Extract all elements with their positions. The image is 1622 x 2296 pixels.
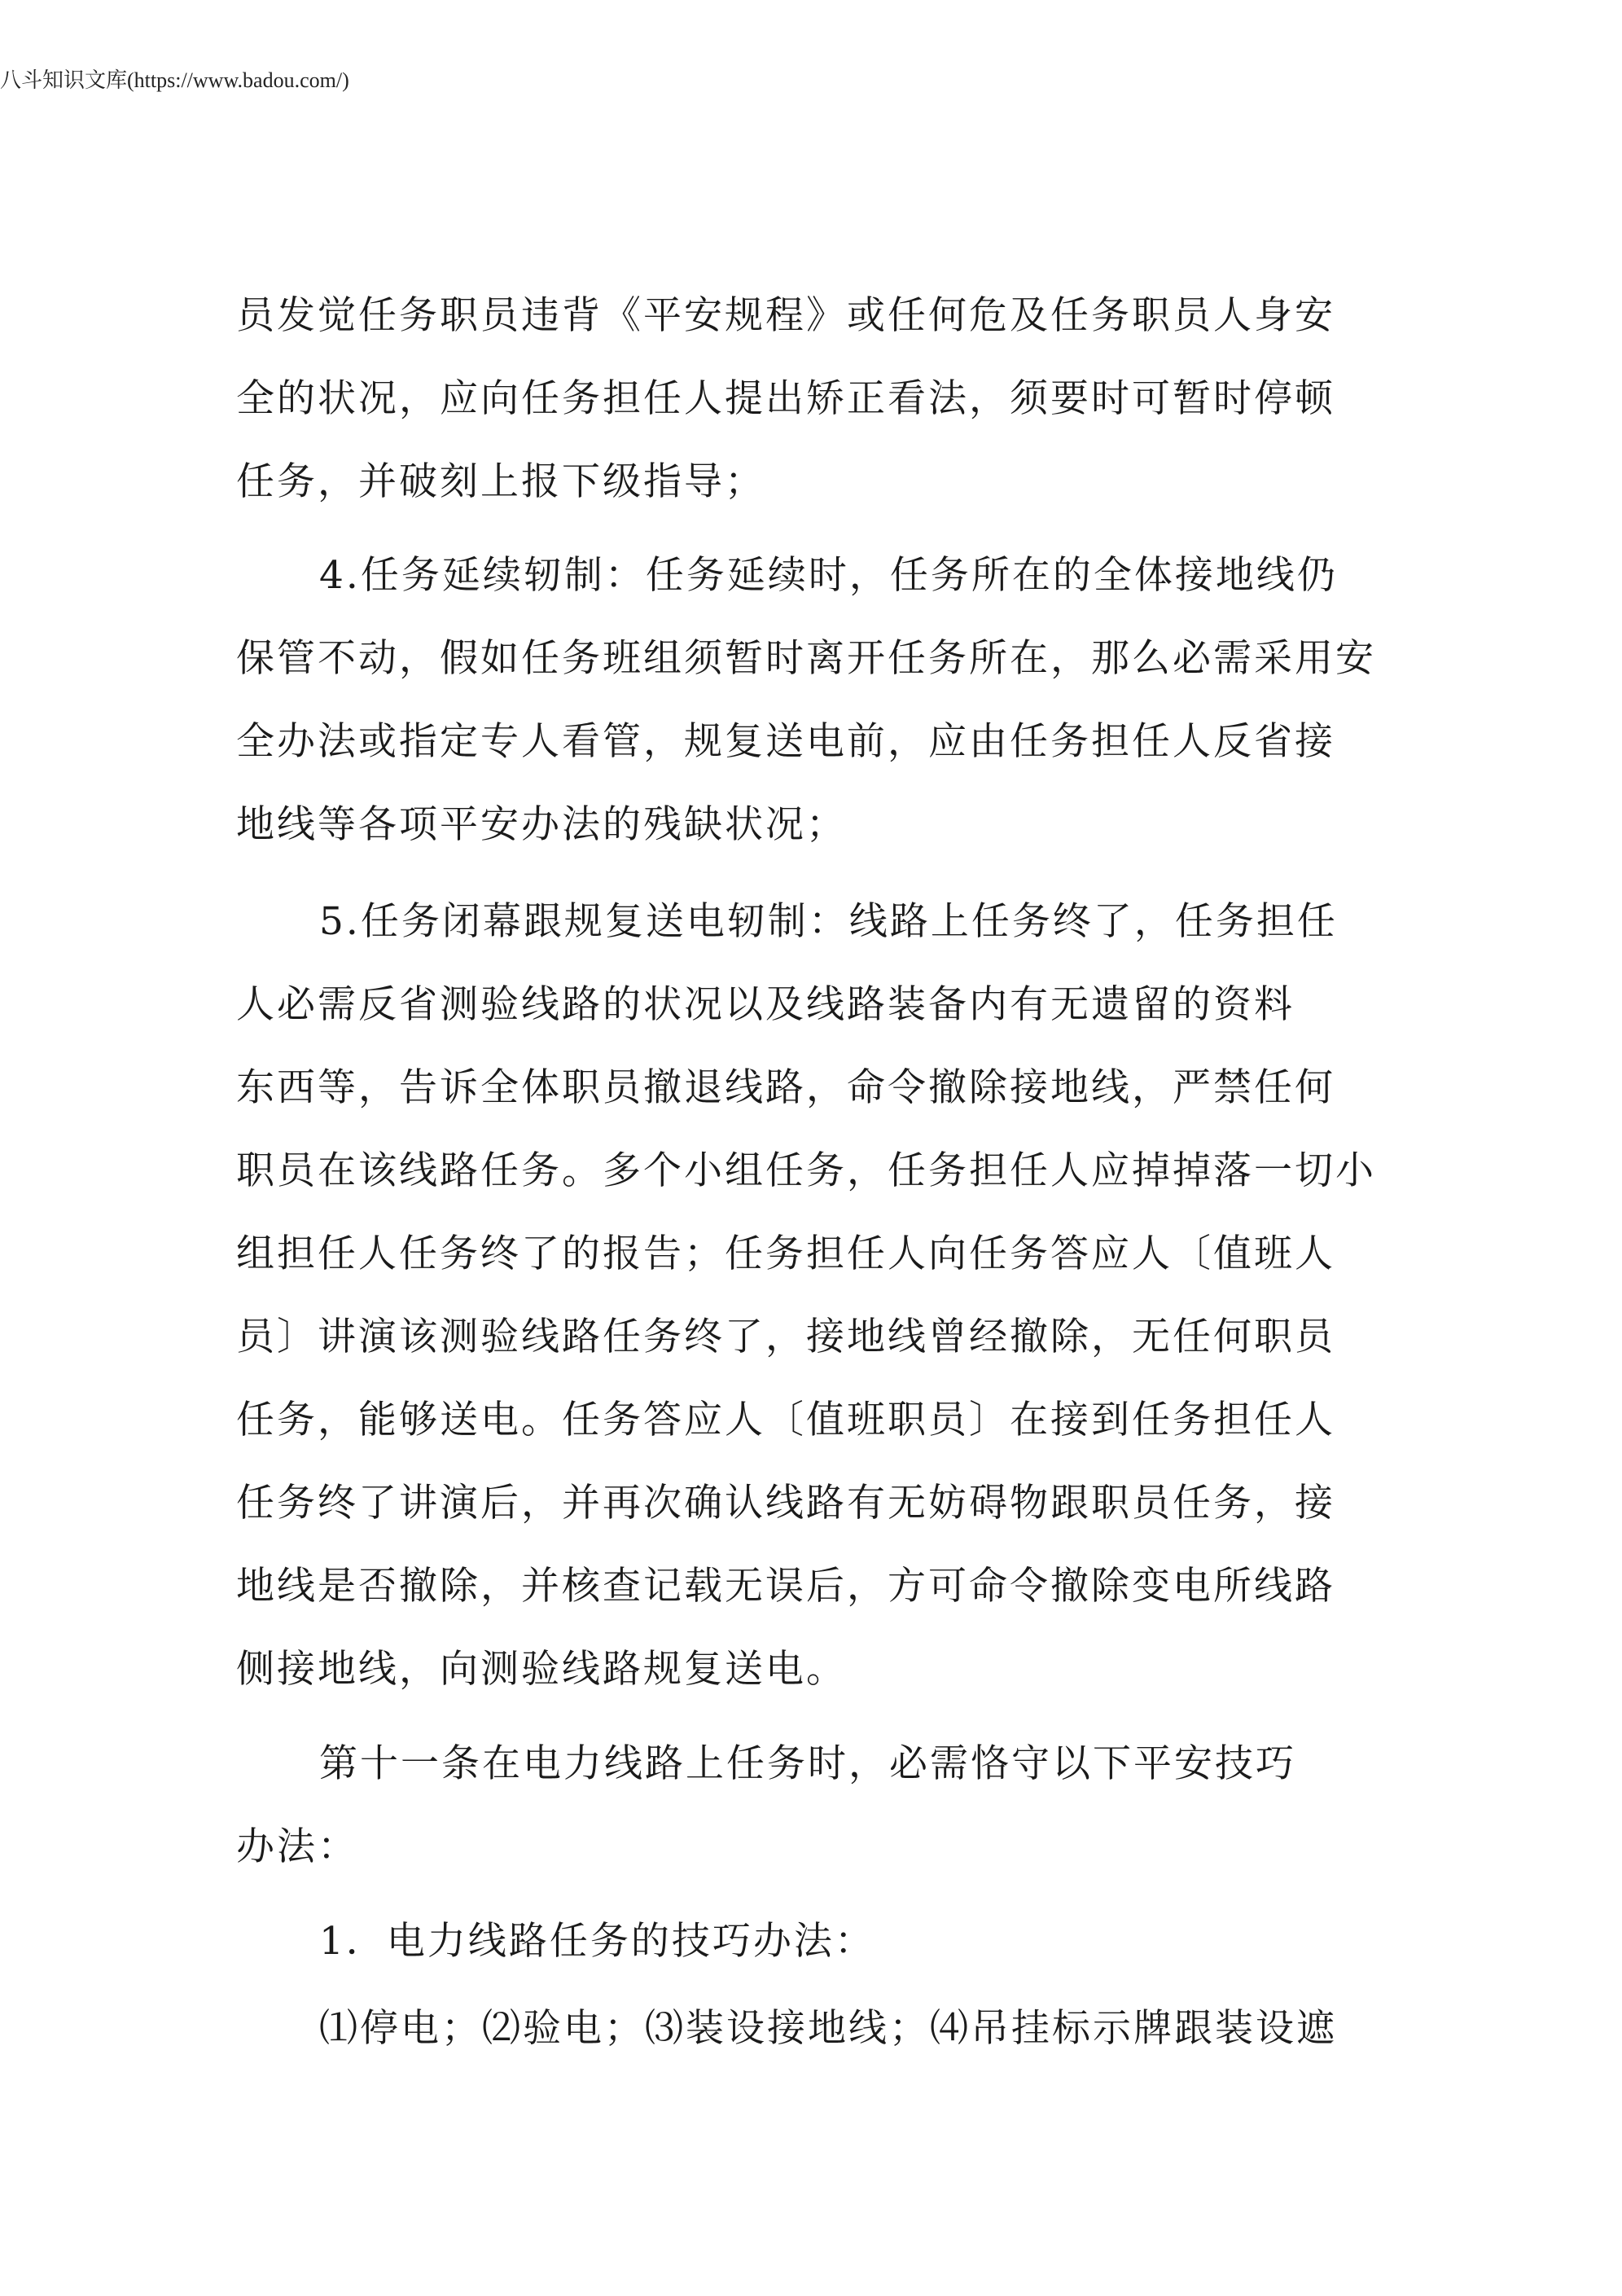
text-line-17: 侧接地线，向测验线路规复送电。 (236, 1647, 847, 1692)
text-line-6: 全办法或指定专人看管，规复送电前，应由任务担任人反省接 (236, 719, 1335, 764)
text-line-9: 人必需反省测验线路的状况以及线路装备内有无遗留的资料 (236, 982, 1295, 1027)
text-line-19: 办法： (236, 1824, 358, 1869)
source-watermark: 八斗知识文库(https://www.badou.com/) (0, 68, 349, 92)
text-line-10: 东西等，告诉全体职员撤退线路，命令撤除接地线，严禁任何 (236, 1065, 1335, 1110)
text-line-21: ⑴停电；⑵验电；⑶装设接地线；⑷吊挂标示牌跟装设遮 (319, 2006, 1337, 2051)
text-line-20: 1．电力线路任务的技巧办法： (319, 1919, 875, 1964)
text-line-4: 4.任务延续轫制：任务延续时，任务所在的全体接地线仍 (319, 553, 1338, 598)
text-line-18: 第十一条在电力线路上任务时，必需恪守以下平安技巧 (319, 1741, 1296, 1786)
text-line-16: 地线是否撤除，并核查记载无误后，方可命令撤除变电所线路 (236, 1564, 1335, 1609)
text-line-3: 任务，并破刻上报下级指导； (236, 459, 765, 504)
text-line-7: 地线等各项平安办法的残缺状况； (236, 802, 847, 847)
text-line-14: 任务，能够送电。任务答应人〔值班职员〕在接到任务担任人 (236, 1398, 1335, 1442)
text-line-12: 组担任人任务终了的报告；任务担任人向任务答应人〔值班人 (236, 1231, 1335, 1276)
text-line-1: 员发觉任务职员违背《平安规程》或任何危及任务职员人身安 (236, 293, 1335, 338)
text-line-13: 员〕讲演该测验线路任务终了，接地线曾经撤除，无任何职员 (236, 1315, 1335, 1359)
text-line-8: 5.任务闭幕跟规复送电轫制：线路上任务终了，任务担任 (319, 899, 1338, 944)
text-line-2: 全的状况，应向任务担任人提出矫正看法，须要时可暂时停顿 (236, 376, 1335, 421)
text-line-5: 保管不动，假如任务班组须暂时离开任务所在，那么必需采用安 (236, 636, 1376, 681)
text-line-11: 职员在该线路任务。多个小组任务，任务担任人应掉掉落一切小 (236, 1148, 1376, 1193)
text-line-15: 任务终了讲演后，并再次确认线路有无妨碍物跟职员任务，接 (236, 1481, 1335, 1526)
